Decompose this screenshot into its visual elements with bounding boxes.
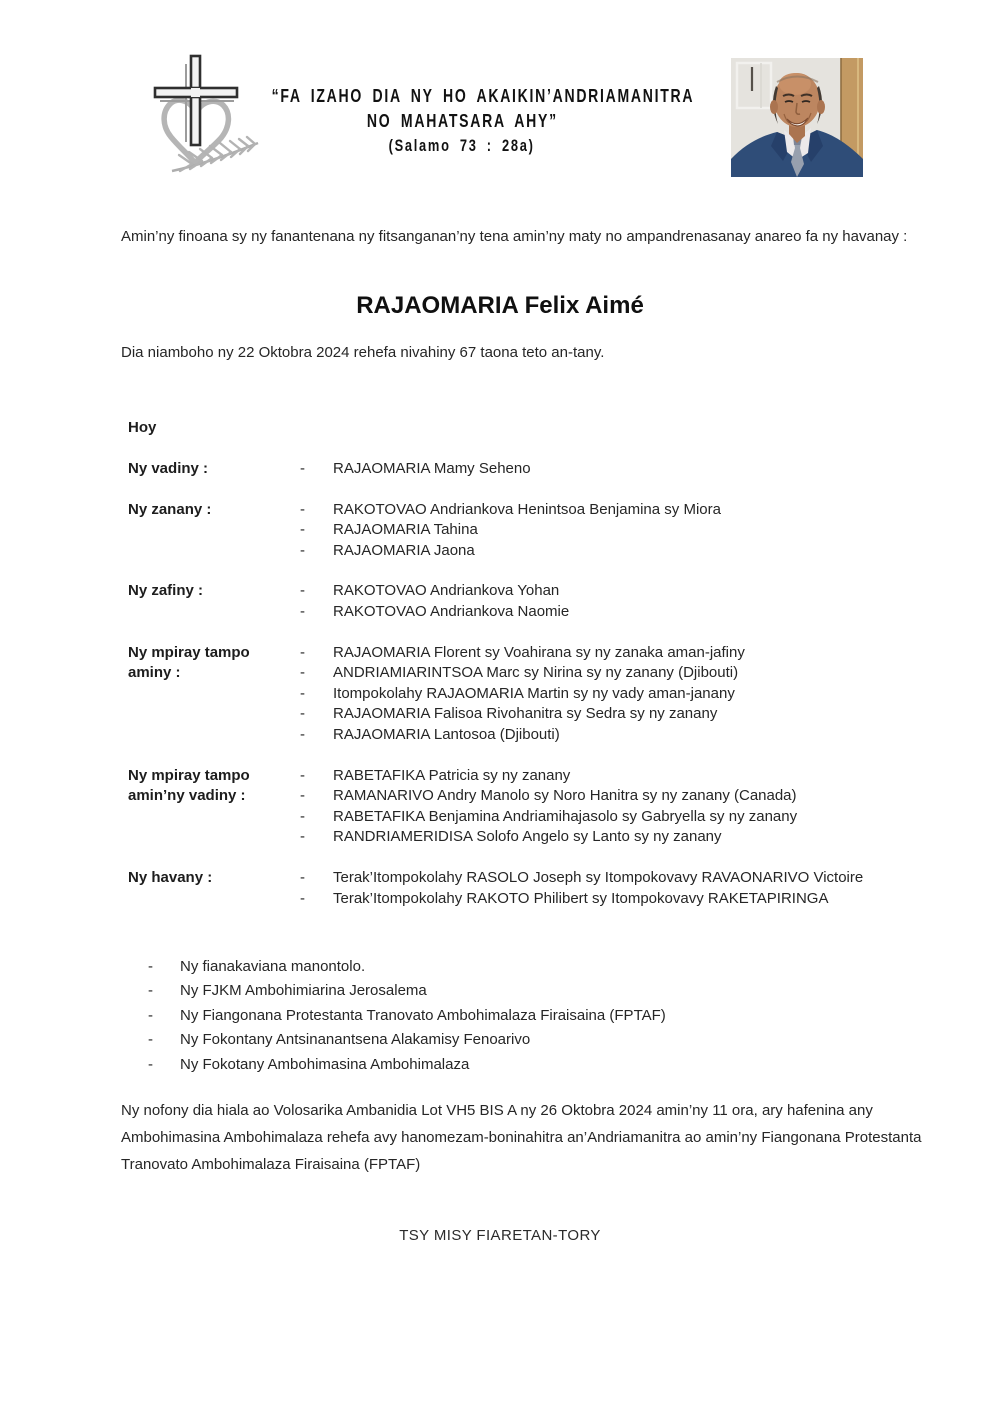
quote-line-1: “FA IZAHO DIA NY HO AKAIKIN’ANDRIAMANITRA	[271, 86, 695, 106]
dash-bullet: -	[300, 807, 305, 825]
dash-bullet: -	[300, 521, 305, 539]
group-name: Ny fianakaviana manontolo.	[180, 958, 366, 975]
family-member-name: RABETAFIKA Patricia sy ny zanany	[333, 766, 571, 784]
family-member-name: RAJAOMARIA Lantosoa (Djibouti)	[333, 725, 560, 743]
family-row	[300, 725, 988, 746]
dash-bullet: -	[148, 982, 153, 1000]
dash-bullet: -	[300, 684, 305, 702]
deceased-name: RAJAOMARIA Felix Aimé	[356, 292, 644, 319]
family-member-name: RAKOTOVAO Andriankova Henintsoa Benjamina sy Miora	[333, 500, 721, 518]
family-member-name: RAKOTOVAO Andriankova Naomie	[333, 602, 570, 620]
family-section-mpiray-tampo	[128, 643, 988, 746]
family-section-mpiray-tampo-vadiny	[128, 766, 988, 848]
family-row	[300, 500, 988, 521]
family-member-name: ANDRIAMIARINTSOA Marc sy Nirina sy ny zanany (Djibouti)	[333, 664, 739, 682]
scripture-quote	[212, 84, 712, 159]
dash-bullet: -	[300, 705, 305, 723]
family-member-name: RABETAFIKA Benjamina Andriamihajasolo sy Gabryella sy ny zanany	[333, 807, 798, 825]
family-member-name: RAJAOMARIA Mamy Seheno	[333, 460, 531, 477]
family-row	[300, 889, 988, 910]
family-row	[300, 827, 988, 848]
family-row	[300, 684, 988, 705]
closing-paragraph: Ny nofony dia hiala ao Volosarika Ambanidia Lot VH5 BIS A ny 26 Oktobra 2024 amin’ny 11 ora, ary hafenina any Ambohimasina Ambohimalaza rehefa avy hanomezam-boninahitra an’Andriamanitra ao amin’ny Fiangonana Protestanta Tranovato Ambohimalaza Firaisaina (FPTAF)	[121, 1102, 922, 1173]
family-member-name: RAJAOMARIA Tahina	[333, 521, 478, 539]
relation-label: Ny zanany :	[128, 500, 212, 518]
list-item	[148, 955, 948, 979]
family-row	[300, 868, 988, 889]
family-member-name: Terak’Itompokolahy RASOLO Joseph sy Itompokovavy RAVAONARIVO Victoire	[333, 868, 864, 886]
hoy-label: Hoy	[128, 419, 157, 436]
dash-bullet: -	[300, 643, 305, 661]
family-row	[300, 541, 988, 562]
family-member-name: Itompokolahy RAJAOMARIA Martin sy ny vady aman-janany	[333, 684, 735, 702]
dash-bullet: -	[300, 500, 305, 518]
group-name: Ny Fokotany Ambohimasina Ambohimalaza	[180, 1055, 470, 1073]
family-section-zafiny	[128, 581, 988, 622]
dash-bullet: -	[300, 582, 305, 600]
family-member-name: RAKOTOVAO Andriankova Yohan	[333, 582, 560, 600]
dash-bullet: -	[148, 1055, 153, 1073]
list-item	[148, 1004, 948, 1028]
death-announcement: Dia niamboho ny 22 Oktobra 2024 rehefa nivahiny 67 taona teto an-tany.	[121, 344, 605, 361]
quote-reference: (Salamo 73 : 28a)	[388, 137, 536, 155]
family-section-havany	[128, 868, 988, 909]
group-name: Ny FJKM Ambohimiarina Jerosalema	[180, 982, 427, 1000]
relation-label: Ny mpiray tampo amin’ny vadiny :	[128, 766, 250, 805]
family-row	[300, 520, 988, 541]
family-member-name: RAJAOMARIA Florent sy Voahirana sy ny zanaka aman-jafiny	[333, 643, 745, 661]
family-row	[300, 602, 988, 623]
intro-paragraph: Amin’ny finoana sy ny fanantenana ny fitsanganan’ny tena amin’ny maty no ampandrenasanay anareo fa ny havanay :	[121, 228, 908, 245]
relation-label: Ny havany :	[128, 868, 213, 886]
list-item	[148, 979, 948, 1003]
dash-bullet: -	[300, 460, 305, 477]
dash-bullet: -	[148, 1006, 153, 1024]
dash-bullet: -	[300, 541, 305, 559]
family-row	[300, 704, 988, 725]
family-member-name: RANDRIAMERIDISA Solofo Angelo sy Lanto sy ny zanany	[333, 828, 722, 846]
quote-line-2: NO MAHATSARA AHY”	[366, 111, 558, 131]
family-row	[300, 807, 988, 828]
relation-label: Ny zafiny :	[128, 582, 204, 600]
dash-bullet: -	[148, 958, 153, 975]
relation-label: Ny mpiray tampo aminy :	[128, 643, 250, 682]
family-member-name: RAMANARIVO Andry Manolo sy Noro Hanitra sy ny zanany (Canada)	[333, 787, 797, 805]
dash-bullet: -	[300, 602, 305, 620]
dash-bullet: -	[300, 725, 305, 743]
list-item	[148, 1028, 948, 1052]
dash-bullet: -	[300, 889, 305, 907]
group-name: Ny Fokontany Antsinanantsena Alakamisy Fenoarivo	[180, 1031, 531, 1049]
dash-bullet: -	[300, 787, 305, 805]
dash-bullet: -	[148, 1031, 153, 1049]
portrait-photo	[731, 58, 863, 177]
family-row	[300, 663, 988, 684]
family-row	[300, 786, 988, 807]
family-member-name: RAJAOMARIA Jaona	[333, 541, 475, 559]
family-row	[300, 766, 988, 787]
family-row	[300, 459, 988, 480]
family-row	[300, 643, 988, 664]
family-section-zanany	[128, 500, 988, 562]
family-row	[300, 581, 988, 602]
family-member-name: Terak’Itompokolahy RAKOTO Philibert sy Itompokovavy RAKETAPIRINGA	[333, 889, 829, 907]
family-member-name: RAJAOMARIA Falisoa Rivohanitra sy Sedra sy ny zanany	[333, 705, 718, 723]
footer-note: TSY MISY FIARETAN-TORY	[399, 1227, 601, 1244]
dash-bullet: -	[300, 828, 305, 846]
dash-bullet: -	[300, 766, 305, 784]
dash-bullet: -	[300, 664, 305, 682]
group-name: Ny Fiangonana Protestanta Tranovato Ambohimalaza Firaisaina (FPTAF)	[180, 1006, 666, 1024]
relation-label: Ny vadiny :	[128, 460, 209, 477]
family-section-vadiny	[128, 459, 988, 480]
family-sections	[128, 459, 988, 929]
acknowledged-groups-list	[148, 955, 948, 1077]
dash-bullet: -	[300, 868, 305, 886]
list-item	[148, 1053, 948, 1077]
